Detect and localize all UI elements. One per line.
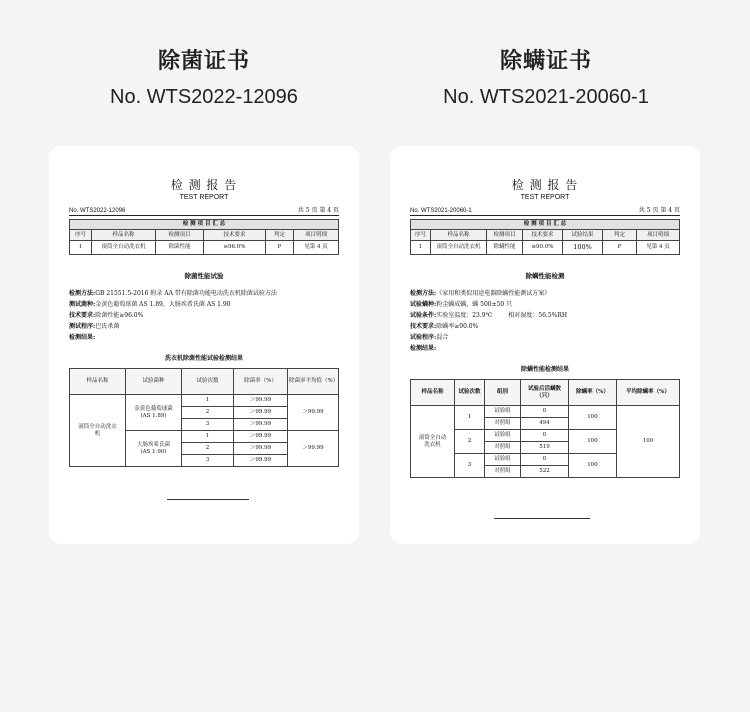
results-col: 试验次数: [455, 380, 485, 406]
sterilization-results-table: [69, 368, 339, 467]
page-info: 共 5 页 第 4 页: [297, 207, 339, 214]
signature-line: [494, 518, 590, 519]
live-mites: 0: [521, 430, 569, 442]
summary-col: 项目明细: [637, 230, 680, 241]
summary-col: 技术要求: [523, 230, 563, 241]
summary-cell: 100%: [563, 241, 603, 255]
results-col: 平均除螨率（%）: [617, 380, 680, 406]
group: 试验组: [485, 454, 521, 466]
results-col: 样品名称: [411, 380, 455, 406]
summary-col: 项目明细: [294, 230, 339, 241]
summary-col: 检测项目: [487, 230, 523, 241]
signature-line: [167, 499, 249, 500]
run-rate: ＞99.99: [234, 443, 288, 455]
summary-cell: 见第 4 页: [294, 241, 339, 255]
page-info: 共 5 页 第 4 页: [638, 207, 680, 214]
run-number: 2: [182, 443, 234, 455]
summary-cell: 1: [411, 241, 431, 255]
strain: 金黄色葡萄球菌 (AS 1.89): [126, 395, 182, 431]
summary-cell: ≥96.0%: [204, 241, 266, 255]
mite-removal-report-card: [390, 146, 700, 544]
live-mites: 519: [521, 442, 569, 454]
strain: 大肠埃希氏菌 (AS 1.90): [126, 431, 182, 467]
report-meta: [410, 205, 680, 216]
run-number: 2: [455, 430, 485, 454]
sample-name: 滚筒全自动洗衣机: [70, 395, 126, 467]
live-mites: 522: [521, 466, 569, 478]
sample-name: 滚筒全自动洗衣机: [411, 406, 455, 478]
summary-col: 样品名称: [431, 230, 487, 241]
run-rate: ＞99.99: [234, 407, 288, 419]
section-title: 除菌性能试验: [184, 272, 224, 280]
group: 试验组: [485, 406, 521, 418]
sterilization-certificate-title: 除菌证书: [157, 49, 250, 74]
results-col: 除螨率（%）: [569, 380, 617, 406]
run-rate: ＞99.99: [234, 455, 288, 467]
sterilization-report: [69, 176, 339, 467]
results-table-title: 除螨性能检测结果: [520, 366, 569, 373]
summary-cell: 滚筒全自动洗衣机: [92, 241, 156, 255]
summary-col: 样品名称: [92, 230, 156, 241]
sterilization-report-card: [49, 146, 359, 544]
mite-removal-report: [410, 176, 680, 478]
summary-heading: 检 测 项 目 汇 总: [411, 220, 680, 230]
info-line: 检测结果:: [69, 334, 96, 341]
report-meta: [69, 205, 339, 216]
summary-cell: P: [266, 241, 294, 255]
summary-col: 判定: [603, 230, 637, 241]
mite-removal-rate: 100: [569, 406, 617, 430]
info-line: 检测方法:《家用和类似用途电器除螨性能测试方案》: [410, 290, 551, 297]
run-number: 2: [182, 407, 234, 419]
mite-removal-rate: 100: [569, 430, 617, 454]
sterilization-certificate-number: No. WTS2022-12096: [110, 86, 298, 108]
summary-col: 序号: [411, 230, 431, 241]
run-number: 3: [182, 419, 234, 431]
info-line: 测试程序:巴氏杀菌: [69, 323, 120, 330]
average-mite-removal-rate: 100: [617, 406, 680, 478]
report-title: 检 测 报 告: [170, 178, 238, 192]
mite-removal-rate: 100: [569, 454, 617, 478]
live-mites: 0: [521, 406, 569, 418]
info-line: 技术要求:除螨率≥90.0%: [410, 323, 479, 330]
summary-cell: 见第 4 页: [637, 241, 680, 255]
summary-col: 试验结果: [563, 230, 603, 241]
results-col: 样品名称: [70, 369, 126, 395]
group: 对照组: [485, 442, 521, 454]
info-line: 技术要求:除菌性能≥96.0%: [69, 312, 144, 319]
summary-col: 技术要求: [204, 230, 266, 241]
section-title: 除螨性能检测: [525, 272, 565, 280]
run-number: 1: [455, 406, 485, 430]
summary-cell: 除螨性能: [487, 241, 523, 255]
info-line: 测试菌种:金黄色葡萄球菌 AS 1.89，大肠埃希氏菌 AS 1.90: [69, 301, 231, 308]
average-rate: ＞99.99: [288, 431, 339, 467]
mite-removal-certificate-title: 除螨证书: [499, 49, 592, 74]
info-line: 试验螨种:粉尘螨成螨，螨 500±50 只: [410, 301, 513, 308]
summary-col: 序号: [70, 230, 92, 241]
results-table-title: 洗衣机除菌性能试验检测结果: [164, 355, 243, 362]
report-subtitle: TEST REPORT: [520, 194, 570, 201]
info-line: 检测方法:GB 21551.5-2016 附录 AA 带有除菌功能电动洗衣机除菌试验方法: [69, 290, 277, 297]
summary-cell: 滚筒全自动洗衣机: [431, 241, 487, 255]
info-line: 试验程序:混合: [410, 334, 449, 341]
results-col: 除菌率（%）: [234, 369, 288, 395]
results-col: 组别: [485, 380, 521, 406]
average-rate: ＞99.99: [288, 395, 339, 431]
summary-heading: 检 测 项 目 汇 总: [70, 220, 339, 230]
summary-col: 判定: [266, 230, 294, 241]
results-col: 试验菌种: [126, 369, 182, 395]
report-number: No. WTS2022-12096: [69, 208, 126, 214]
run-number: 3: [182, 455, 234, 467]
run-number: 1: [182, 431, 234, 443]
results-col: 试验次数: [182, 369, 234, 395]
mite-results-table: [410, 379, 680, 478]
info-line: 试验条件:实验室温度：23.9℃ 相对湿度：56.5%RH: [410, 312, 568, 319]
run-rate: ＞99.99: [234, 395, 288, 407]
summary-col: 检测项目: [156, 230, 204, 241]
run-rate: ＞99.99: [234, 431, 288, 443]
group: 对照组: [485, 418, 521, 430]
group: 对照组: [485, 466, 521, 478]
summary-cell: 1: [70, 241, 92, 255]
summary-cell: P: [603, 241, 637, 255]
group: 试验组: [485, 430, 521, 442]
info-line: 检测结果:: [410, 345, 437, 352]
summary-table: [69, 219, 339, 255]
summary-table: [410, 219, 680, 255]
run-number: 1: [182, 395, 234, 407]
summary-cell: 除菌性能: [156, 241, 204, 255]
results-col: 除菌率平均值（%）: [288, 369, 339, 395]
run-rate: ＞99.99: [234, 419, 288, 431]
live-mites: 0: [521, 454, 569, 466]
summary-cell: ≥90.0%: [523, 241, 563, 255]
live-mites: 494: [521, 418, 569, 430]
report-subtitle: TEST REPORT: [179, 194, 229, 201]
report-number: No. WTS2021-20060-1: [410, 208, 472, 214]
mite-removal-certificate-number: No. WTS2021-20060-1: [443, 86, 649, 108]
run-number: 3: [455, 454, 485, 478]
report-title: 检 测 报 告: [511, 178, 579, 192]
results-col: 试验后活螨数（只）: [521, 380, 569, 406]
